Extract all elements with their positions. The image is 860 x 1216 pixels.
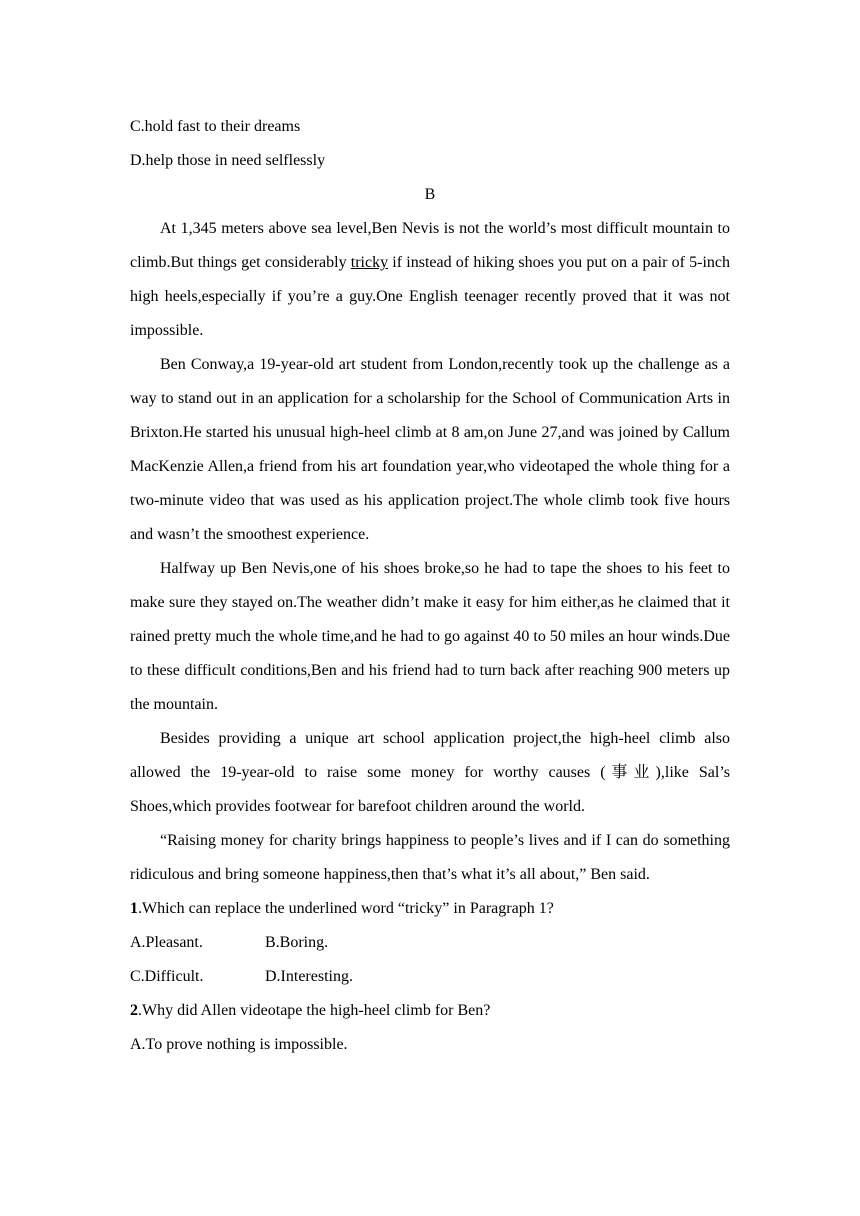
option-a: A.To prove nothing is impossible.	[130, 1036, 348, 1053]
question-1	[130, 892, 730, 926]
document-page	[130, 110, 730, 1062]
prev-option-c: C.hold fast to their dreams	[130, 118, 301, 135]
passage-paragraph-1	[130, 212, 730, 348]
prev-option-d: D.help those in need selflessly	[130, 152, 326, 169]
option-d: D.Interesting.	[265, 968, 353, 985]
question-number: 2	[130, 1002, 138, 1019]
underlined-word: tricky	[350, 254, 389, 271]
question-text: .Which can replace the underlined word “tricky” in Paragraph 1?	[138, 900, 554, 917]
question-number: 1	[130, 900, 138, 917]
passage-paragraph-5: “Raising money for charity brings happiness to people’s lives and if I can do something ridiculous and bring someone happiness,then that’s what it’s all about,” Ben said.	[130, 832, 730, 883]
question-1-options-row-1	[130, 926, 730, 960]
question-text: .Why did Allen videotape the high-heel climb for Ben?	[138, 1002, 491, 1019]
paragraph-1-text-start: At 1,345 meters above sea level,Ben Nevis is not the world’s most difficult mountain to climb.But things get considerably	[130, 220, 730, 271]
section-title: B	[424, 186, 436, 203]
option-a: A.Pleasant.	[130, 934, 203, 951]
passage-paragraph-2: Ben Conway,a 19-year-old art student from London,recently took up the challenge as a way to stand out in an application for a scholarship for the School of Communication Arts in Brixton.He started his unusual high-heel climb at 8 am,on June 27,and was joined by Callum MacKenzie Allen,a friend from his art foundation year,who videotaped the whole thing for a two-minute video that was used as his application project.The whole climb took five hours and wasn’t the smoothest experience.	[130, 356, 730, 543]
passage-paragraph-4: Besides providing a unique art school application project,the high-heel climb also allowed the 19-year-old to raise some money for worthy causes (事业),like Sal’s Shoes,which provides footwear for barefoot children around the world.	[130, 730, 730, 815]
question-1-options-row-2	[130, 960, 730, 994]
question-2	[130, 994, 730, 1028]
passage-paragraph-3: Halfway up Ben Nevis,one of his shoes broke,so he had to tape the shoes to his feet to make sure they stayed on.The weather didn’t make it easy for him either,as he claimed that it rained pretty much the whole time,and he had to go against 40 to 50 miles an hour winds.Due to these difficult conditions,Ben and his friend had to turn back after reaching 900 meters up the mountain.	[130, 560, 730, 713]
option-b: B.Boring.	[265, 934, 329, 951]
option-c: C.Difficult.	[130, 968, 204, 985]
paragraph-1-text-end: if instead of hiking shoes you put on a pair of 5-inch high heels,especially if you’re a guy.One English teenager recently proved that it was not impossible.	[130, 254, 731, 339]
